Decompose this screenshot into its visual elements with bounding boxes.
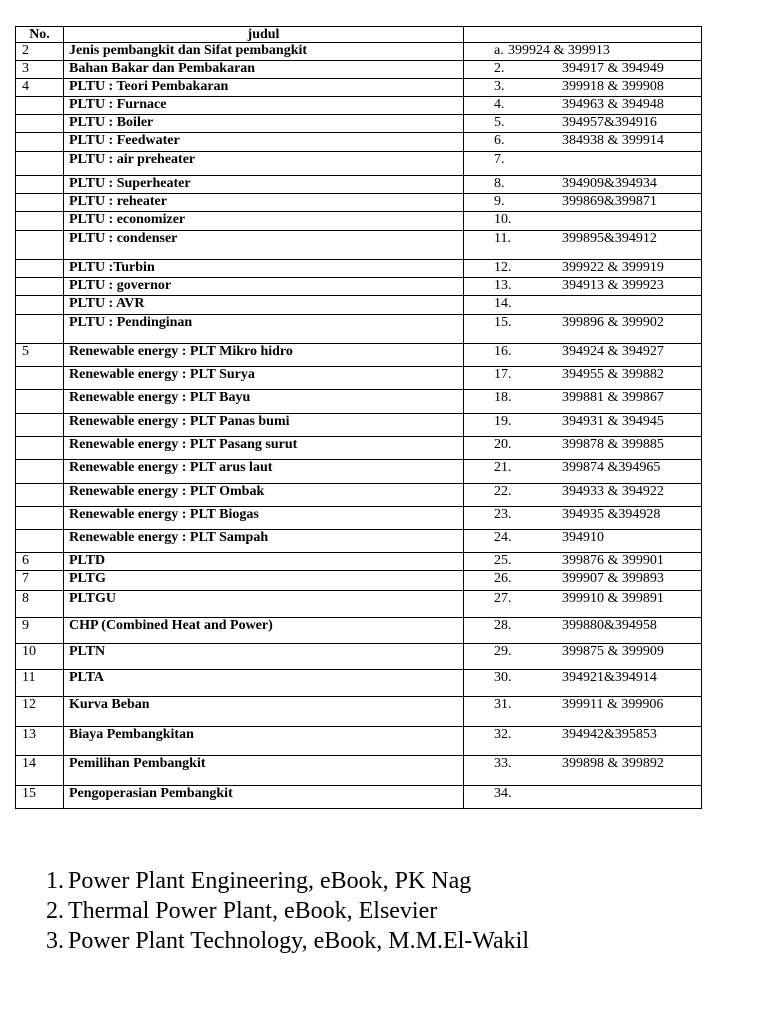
- reference-index: a.: [494, 43, 504, 58]
- row-title: Renewable energy : PLT Mikro hidro: [64, 344, 464, 367]
- row-reference: [464, 727, 702, 756]
- row-title: PLTU : Superheater: [64, 176, 464, 194]
- row-number: [16, 194, 64, 212]
- row-title: Renewable energy : PLT Ombak: [64, 484, 464, 507]
- reference-index: 18.: [494, 390, 512, 405]
- book-item: [46, 896, 529, 926]
- row-number: [16, 484, 64, 507]
- table-row: [16, 296, 702, 315]
- row-reference: [464, 231, 702, 260]
- reference-index: 10.: [494, 212, 512, 227]
- row-reference: [464, 296, 702, 315]
- row-title: PLTG: [64, 571, 464, 591]
- reference-index: 33.: [494, 756, 512, 771]
- row-number: 6: [16, 553, 64, 571]
- table-row: [16, 43, 702, 61]
- row-reference: [464, 618, 702, 644]
- row-number: [16, 176, 64, 194]
- row-title: PLTGU: [64, 591, 464, 618]
- table-row: [16, 315, 702, 344]
- row-title: PLTU : Teori Pembakaran: [64, 79, 464, 97]
- row-reference: [464, 697, 702, 727]
- row-reference: [464, 133, 702, 152]
- row-number: [16, 115, 64, 133]
- reference-code: 394963 & 394948: [562, 97, 664, 112]
- row-title: Pemilihan Pembangkit: [64, 756, 464, 786]
- table-row: [16, 231, 702, 260]
- row-reference: [464, 260, 702, 278]
- topic-table: [15, 26, 702, 809]
- reference-index: 30.: [494, 670, 512, 685]
- book-list: [46, 866, 529, 956]
- row-title: PLTU : Boiler: [64, 115, 464, 133]
- reference-index: 16.: [494, 344, 512, 359]
- row-number: 14: [16, 756, 64, 786]
- row-number: [16, 437, 64, 460]
- reference-index: 24.: [494, 530, 512, 545]
- row-number: 13: [16, 727, 64, 756]
- table-row: [16, 79, 702, 97]
- book-item: [46, 926, 529, 956]
- row-title: Pengoperasian Pembangkit: [64, 786, 464, 809]
- row-title: PLTN: [64, 644, 464, 670]
- table-row: [16, 278, 702, 296]
- row-number: [16, 414, 64, 437]
- reference-index: 31.: [494, 697, 512, 712]
- reference-code: 399896 & 399902: [562, 315, 664, 330]
- row-title: Renewable energy : PLT Sampah: [64, 530, 464, 553]
- row-title: Renewable energy : PLT Pasang surut: [64, 437, 464, 460]
- row-number: [16, 212, 64, 231]
- reference-index: 5.: [494, 115, 505, 130]
- reference-index: 2.: [494, 61, 505, 76]
- table-row: [16, 484, 702, 507]
- row-reference: [464, 786, 702, 809]
- row-number: 5: [16, 344, 64, 367]
- reference-index: 22.: [494, 484, 512, 499]
- header-ref: [464, 27, 702, 43]
- row-number: [16, 530, 64, 553]
- reference-code: 394957&394916: [562, 115, 657, 130]
- reference-code: 394913 & 399923: [562, 278, 664, 293]
- row-number: 12: [16, 697, 64, 727]
- row-number: [16, 278, 64, 296]
- reference-index: 19.: [494, 414, 512, 429]
- reference-code: 394933 & 394922: [562, 484, 664, 499]
- row-number: 3: [16, 61, 64, 79]
- table-row: [16, 115, 702, 133]
- row-number: [16, 97, 64, 115]
- table-row: [16, 97, 702, 115]
- book-index: 1.: [46, 868, 64, 894]
- row-reference: [464, 756, 702, 786]
- row-title: PLTA: [64, 670, 464, 697]
- reference-code: 399910 & 399891: [562, 591, 664, 606]
- reference-code: 399898 & 399892: [562, 756, 664, 771]
- row-number: 2: [16, 43, 64, 61]
- reference-index: 9.: [494, 194, 505, 209]
- row-title: CHP (Combined Heat and Power): [64, 618, 464, 644]
- row-number: 4: [16, 79, 64, 97]
- table-row: [16, 670, 702, 697]
- book-item: [46, 866, 529, 896]
- row-reference: [464, 571, 702, 591]
- row-title: PLTU : Pendinginan: [64, 315, 464, 344]
- reference-index: 6.: [494, 133, 505, 148]
- reference-code: 399907 & 399893: [562, 571, 664, 586]
- row-number: 9: [16, 618, 64, 644]
- reference-code: 394921&394914: [562, 670, 657, 685]
- table-row: [16, 571, 702, 591]
- header-no: No.: [16, 27, 64, 43]
- reference-code: 399881 & 399867: [562, 390, 664, 405]
- row-title: PLTU : governor: [64, 278, 464, 296]
- book-title: Power Plant Technology, eBook, M.M.El-Wakil: [68, 928, 530, 954]
- reference-code: 399895&394912: [562, 231, 657, 246]
- row-title: Jenis pembangkit dan Sifat pembangkit: [64, 43, 464, 61]
- table-body: [16, 43, 702, 809]
- reference-code: 399880&394958: [562, 618, 657, 633]
- table-row: [16, 756, 702, 786]
- reference-code: 399874 &394965: [562, 460, 661, 475]
- reference-code: [562, 786, 697, 801]
- table-row: [16, 260, 702, 278]
- row-title: Renewable energy : PLT arus laut: [64, 460, 464, 484]
- reference-index: 28.: [494, 618, 512, 633]
- row-number: [16, 260, 64, 278]
- table-row: [16, 437, 702, 460]
- table-row: [16, 507, 702, 530]
- reference-code: 399918 & 399908: [562, 79, 664, 94]
- reference-code: 394910: [562, 530, 604, 545]
- reference-index: 32.: [494, 727, 512, 742]
- row-title: Biaya Pembangkitan: [64, 727, 464, 756]
- table-row: [16, 367, 702, 390]
- reference-code: 394935 &394928: [562, 507, 661, 522]
- row-reference: [464, 367, 702, 390]
- reference-index: 3.: [494, 79, 505, 94]
- row-number: [16, 460, 64, 484]
- row-title: Renewable energy : PLT Biogas: [64, 507, 464, 530]
- row-reference: [464, 315, 702, 344]
- row-number: [16, 133, 64, 152]
- row-title: Renewable energy : PLT Surya: [64, 367, 464, 390]
- row-reference: [464, 670, 702, 697]
- reference-index: 21.: [494, 460, 512, 475]
- row-title: PLTU : Furnace: [64, 97, 464, 115]
- table-header-row: [16, 27, 702, 43]
- reference-code: 394955 & 399882: [562, 367, 664, 382]
- row-reference: [464, 484, 702, 507]
- row-number: [16, 367, 64, 390]
- row-reference: [464, 176, 702, 194]
- reference-index: 13.: [494, 278, 512, 293]
- table-row: [16, 414, 702, 437]
- row-reference: [464, 212, 702, 231]
- row-number: 8: [16, 591, 64, 618]
- row-number: [16, 315, 64, 344]
- table-row: [16, 133, 702, 152]
- reference-code: [562, 212, 697, 227]
- reference-code: 399911 & 399906: [562, 697, 664, 712]
- reference-code: [562, 296, 697, 311]
- header-judul: judul: [64, 27, 464, 43]
- row-title: PLTU : reheater: [64, 194, 464, 212]
- row-title: PLTU : economizer: [64, 212, 464, 231]
- table-row: [16, 344, 702, 367]
- row-number: [16, 296, 64, 315]
- table-row: [16, 530, 702, 553]
- row-number: 15: [16, 786, 64, 809]
- row-title: PLTU : air preheater: [64, 152, 464, 176]
- row-reference: [464, 344, 702, 367]
- reference-code: 399922 & 399919: [562, 260, 664, 275]
- row-number: [16, 390, 64, 414]
- row-reference: [464, 79, 702, 97]
- reference-index: 7.: [494, 152, 505, 167]
- reference-index: 29.: [494, 644, 512, 659]
- reference-index: 23.: [494, 507, 512, 522]
- reference-index: 34.: [494, 786, 512, 801]
- table-row: [16, 212, 702, 231]
- row-number: 10: [16, 644, 64, 670]
- row-title: PLTU : Feedwater: [64, 133, 464, 152]
- table-row: [16, 644, 702, 670]
- book-index: 2.: [46, 898, 64, 924]
- table-row: [16, 194, 702, 212]
- reference-index: 15.: [494, 315, 512, 330]
- row-reference: [464, 507, 702, 530]
- table-row: [16, 618, 702, 644]
- reference-code: 394924 & 394927: [562, 344, 664, 359]
- row-reference: [464, 644, 702, 670]
- reference-index: 27.: [494, 591, 512, 606]
- reference-code: 399924 & 399913: [508, 43, 610, 58]
- table-row: [16, 727, 702, 756]
- reference-index: 8.: [494, 176, 505, 191]
- table-row: [16, 152, 702, 176]
- reference-code: 394917 & 394949: [562, 61, 664, 76]
- table-row: [16, 786, 702, 809]
- table-row: [16, 61, 702, 79]
- row-title: Renewable energy : PLT Bayu: [64, 390, 464, 414]
- reference-code: 394931 & 394945: [562, 414, 664, 429]
- row-reference: [464, 194, 702, 212]
- row-number: 11: [16, 670, 64, 697]
- row-number: [16, 152, 64, 176]
- book-title: Power Plant Engineering, eBook, PK Nag: [68, 868, 472, 894]
- reference-code: 399878 & 399885: [562, 437, 664, 452]
- row-reference: [464, 414, 702, 437]
- table-row: [16, 176, 702, 194]
- row-title: PLTD: [64, 553, 464, 571]
- row-reference: [464, 61, 702, 79]
- row-reference: [464, 591, 702, 618]
- row-reference: [464, 530, 702, 553]
- book-index: 3.: [46, 928, 64, 954]
- row-title: PLTU : condenser: [64, 231, 464, 260]
- reference-code: 399876 & 399901: [562, 553, 664, 568]
- table-row: [16, 553, 702, 571]
- row-reference: [464, 553, 702, 571]
- reference-index: 20.: [494, 437, 512, 452]
- reference-code: 394942&395853: [562, 727, 657, 742]
- reference-index: 11.: [494, 231, 511, 246]
- row-title: PLTU : AVR: [64, 296, 464, 315]
- reference-index: 25.: [494, 553, 512, 568]
- reference-code: 394909&394934: [562, 176, 657, 191]
- reference-index: 12.: [494, 260, 512, 275]
- row-reference: [464, 97, 702, 115]
- book-title: Thermal Power Plant, eBook, Elsevier: [68, 898, 438, 924]
- row-reference: [464, 437, 702, 460]
- reference-code: 384938 & 399914: [562, 133, 664, 148]
- reference-index: 26.: [494, 571, 512, 586]
- row-reference: [464, 152, 702, 176]
- table-row: [16, 390, 702, 414]
- row-title: Bahan Bakar dan Pembakaran: [64, 61, 464, 79]
- table-row: [16, 591, 702, 618]
- row-number: 7: [16, 571, 64, 591]
- row-number: [16, 231, 64, 260]
- reference-index: 4.: [494, 97, 505, 112]
- row-reference: [464, 278, 702, 296]
- reference-index: 14.: [494, 296, 512, 311]
- row-reference: [464, 390, 702, 414]
- row-title: PLTU :Turbin: [64, 260, 464, 278]
- row-reference: [464, 115, 702, 133]
- reference-index: 17.: [494, 367, 512, 382]
- row-title: Renewable energy : PLT Panas bumi: [64, 414, 464, 437]
- row-title: Kurva Beban: [64, 697, 464, 727]
- row-reference: [464, 43, 702, 61]
- row-reference: [464, 460, 702, 484]
- reference-code: 399875 & 399909: [562, 644, 664, 659]
- reference-code: 399869&399871: [562, 194, 657, 209]
- table-row: [16, 697, 702, 727]
- row-number: [16, 507, 64, 530]
- table-row: [16, 460, 702, 484]
- reference-code: [562, 152, 697, 167]
